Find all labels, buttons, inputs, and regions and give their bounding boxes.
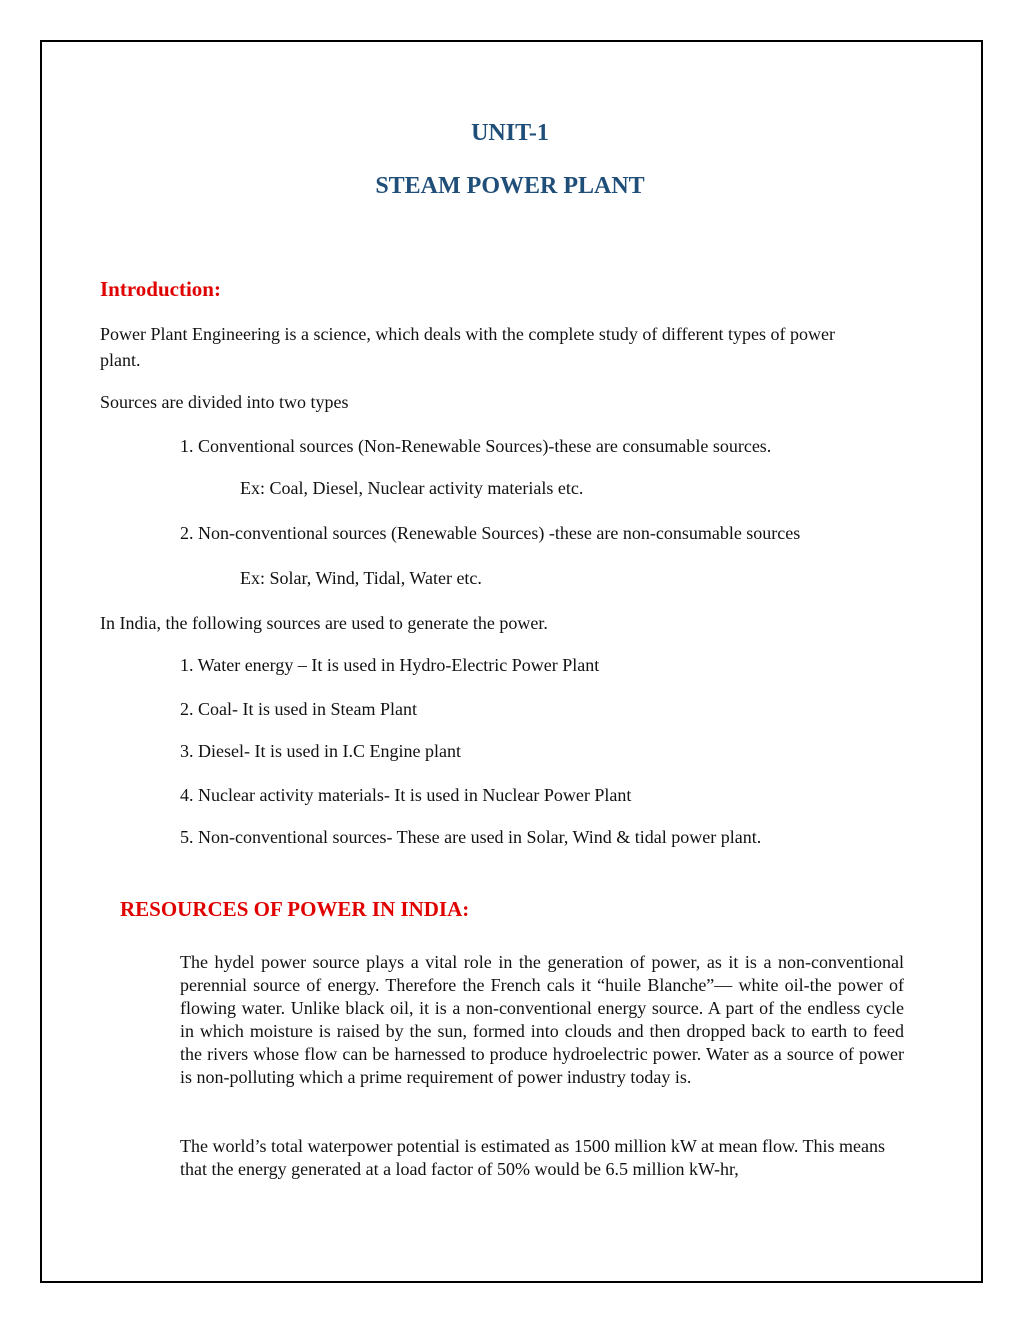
list-item: 2. Coal- It is used in Steam Plant <box>180 699 417 719</box>
introduction-heading: Introduction: <box>100 277 221 301</box>
india-intro: In India, the following sources are used to generate the power. <box>100 613 548 633</box>
list-item: 5. Non-conventional sources- These are used in Solar, Wind & tidal power plant. <box>180 827 762 847</box>
list-item: 1. Water energy – It is used in Hydro-Electric Power Plant <box>180 655 600 675</box>
resources-paragraph: The world’s total waterpower potential is estimated as 1500 million kW at mean flow. This means that the energy generated at a load factor of 50% would be 6.5 million kW-hr, <box>180 1136 886 1179</box>
resources-heading: RESOURCES OF POWER IN INDIA: <box>120 897 470 921</box>
intro-text: Power Plant Engineering is a science, which deals with the complete study of different types of power <box>100 324 835 344</box>
example-text: Ex: Coal, Diesel, Nuclear activity materials etc. <box>240 478 584 498</box>
list-item: 3. Diesel- It is used in I.C Engine plant <box>180 741 461 761</box>
sources-intro: Sources are divided into two types <box>100 392 349 412</box>
resources-paragraph: The hydel power source plays a vital role in the generation of power, as it is a non-conventional perennial source of energy. Therefore the French cals it “huile Blanche”— white oil-the power of flowing water. Unlike black oil, it is a non-conventional energy source. A part of the endless cycle in which moisture is raised by the sun, formed into clouds and then dropped back to earth to feed the rivers whose flow can be harnessed to produce hydroelectric power. Water as a source of power is non-polluting which a prime requirement of power industry today is. <box>180 952 904 1087</box>
document-title: UNIT-1 <box>471 120 549 146</box>
list-item: 4. Nuclear activity materials- It is used in Nuclear Power Plant <box>180 785 632 805</box>
document-subtitle: STEAM POWER PLANT <box>375 173 645 199</box>
list-item: 1. Conventional sources (Non-Renewable Sources)-these are consumable sources. <box>180 436 772 456</box>
example-text: Ex: Solar, Wind, Tidal, Water etc. <box>240 568 482 588</box>
intro-text: plant. <box>100 350 141 370</box>
list-item: 2. Non-conventional sources (Renewable Sources) -these are non-consumable sources <box>180 523 801 543</box>
